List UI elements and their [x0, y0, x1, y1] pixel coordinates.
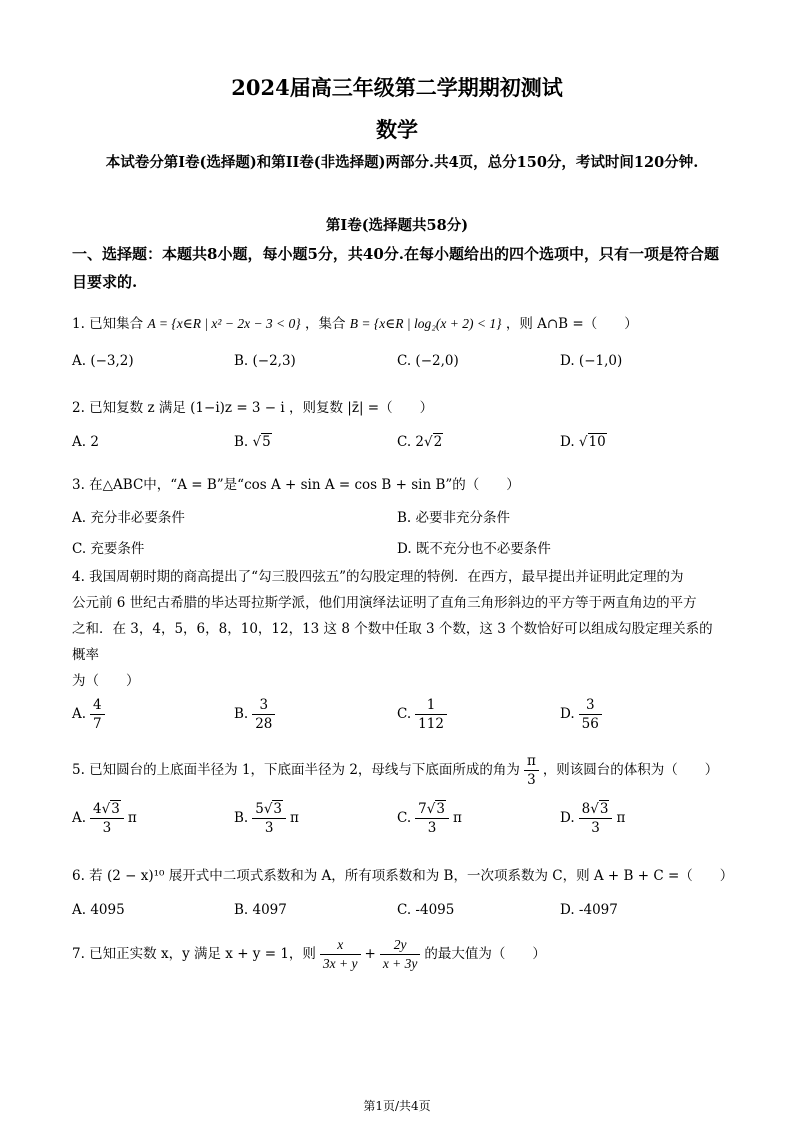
q3-option-a[interactable]: A. 充分非必要条件 [72, 510, 185, 526]
q6-option-c[interactable]: C. -4095 [397, 902, 455, 918]
q4-option-a[interactable]: A. $\frac{4}{7}$ [72, 696, 109, 733]
page-footer: 第1页/共4页 [363, 1099, 431, 1113]
q3-option-c[interactable]: C. 充要条件 [72, 541, 145, 557]
q2-option-a[interactable]: A. 2 [72, 434, 99, 450]
q6-option-a[interactable]: A. 4095 [72, 902, 125, 918]
q3-option-b[interactable]: B. 必要非充分条件 [397, 510, 511, 526]
q1-option-c[interactable]: C. (−2,0) [397, 353, 459, 369]
q1-option-d[interactable]: D. (−1,0) [560, 353, 623, 369]
subject-title: 数学 [376, 117, 418, 142]
q2-option-d[interactable]: D. √10 [560, 434, 606, 450]
question-3-stem: 3. 在△ABC中，“A = B”是“cos A + sin A = cos B + sin B”的（ ） [72, 477, 520, 493]
q2-option-b[interactable]: B. √5 [234, 434, 271, 450]
q2-option-c[interactable]: C. 2√2 [397, 434, 443, 450]
q5-option-a[interactable]: A. $\frac{4√3}{3}$ π [72, 801, 137, 836]
q5-option-c[interactable]: C. $\frac{7√3}{3}$ π [397, 801, 462, 836]
question-2-stem: 2. 已知复数 z 满足 (1−i)z = 3 − i ，则复数 |z̄| =（ ） [72, 400, 434, 416]
exam-intro: 本试卷分第I卷(选择题)和第II卷(非选择题)两部分.共4页，总分150分，考试时间120分钟. [105, 154, 699, 171]
set-b: B = {x∈R | log₂(x + 2) < 1} [349, 316, 502, 331]
q6-option-b[interactable]: B. 4097 [234, 902, 287, 918]
q1-option-a[interactable]: A. (−3,2) [72, 353, 134, 369]
question-6-stem: 6. 若 (2 − x)¹⁰ 展开式中二项式系数和为 A，所有项系数和为 B，一次项系数为 C，则 A + B + C =（ ） [72, 868, 734, 884]
q3-option-d[interactable]: D. 既不充分也不必要条件 [397, 541, 551, 557]
question-7-stem: 7. 已知正实数 x，y 满足 x + y = 1，则 $\frac{x}{3x + y}$ + $\frac{2y}{x + 3y}$ 的最大值为（ ） [72, 937, 546, 971]
q4-option-d[interactable]: D. $\frac{3}{56}$ [560, 696, 606, 733]
section-heading: 一、选择题：本题共8小题，每小题5分，共40分.在每小题给出的四个选项中，只有一项是符合题目要求的. [72, 245, 719, 291]
q4-option-c[interactable]: C. $\frac{1}{112}$ [397, 696, 451, 733]
question-5-stem: 5. 已知圆台的上底面半径为 1，下底面半径为 2，母线与下底面所成的角为 $\frac{\pi}{3}$ ，则该圆台的体积为（ ） [72, 753, 719, 788]
question-4-stem: 4. 我国周朝时期的商高提出了“勾三股四弦五”的勾股定理的特例．在西方，最早提出并证明此定理的为 公元前 6 世纪古希腊的毕达哥拉斯学派，他们用演绎法证明了直角三角形斜边的平方等于两直角边的平方 之和．在 3，4，5，6，8，10，12，13 这 8 个数中任取 3 个数，这 3 个数恰好可以组成勾股定理关系的概率 为（ ） [72, 569, 713, 689]
q6-option-d[interactable]: D. -4097 [560, 902, 618, 918]
q5-option-b[interactable]: B. $\frac{5√3}{3}$ π [234, 801, 299, 836]
set-a: A = {x∈R | x² − 2x − 3 < 0} [147, 316, 301, 331]
q5-option-d[interactable]: D. $\frac{8√3}{3}$ π [560, 801, 626, 836]
question-1-stem: 1. 已知集合 A = {x∈R | x² − 2x − 3 < 0} ，集合 B = {x∈R | log₂(x + 2) < 1} ，则 A∩B =（ ） [72, 316, 638, 332]
part-heading: 第I卷(选择题共58分) [325, 217, 469, 234]
q1-option-b[interactable]: B. (−2,3) [234, 353, 296, 369]
q4-option-b[interactable]: B. $\frac{3}{28}$ [234, 696, 279, 733]
exam-title: 2024届高三年级第二学期期初测试 [231, 75, 563, 100]
